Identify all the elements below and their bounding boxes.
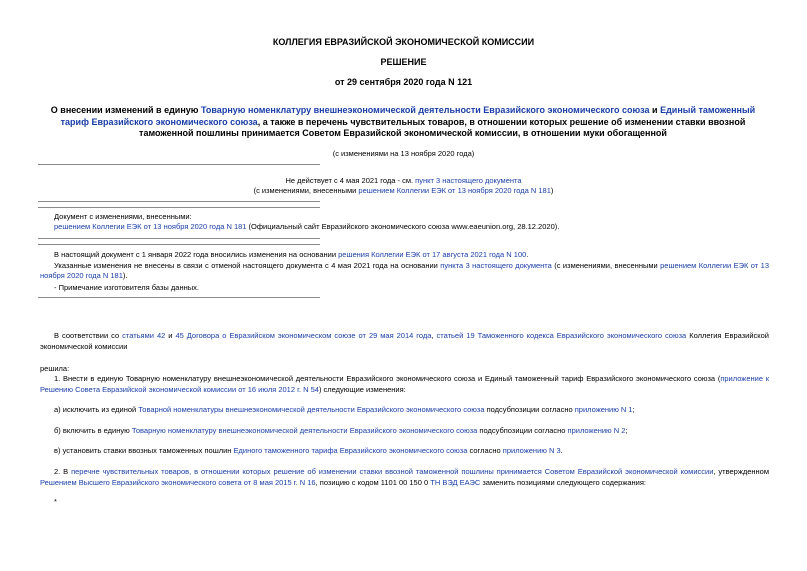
link-tn-ved[interactable]: Товарную номенклатуру внешнеэкономической деятельности Евразийского экономического союза: [200, 105, 650, 115]
edition-note: (с изменениями на 13 ноября 2020 года): [332, 149, 475, 158]
link-customs-tariff[interactable]: Единого таможенного тарифа Евразийского экономического союза: [233, 446, 468, 455]
item-a: а) исключить из единой Товарной номенклатуры внешнеэкономической деятельности Евразийского экономического союза подсубпозиции согласно приложению N 1;: [54, 405, 635, 414]
link-treaty-45[interactable]: 45 Договора о Евразийском экономическом союзе от 29 мая 2014 года: [175, 331, 432, 340]
item-2: 2. В перечне чувствительных товаров, в отношении которых решение об изменении ставки ввозной таможенной пошлины принимается Советом Евразийской экономической комиссии, утвержденном Решением Высшего Евразийского экономического совета от 8 мая 2015 г. N 16, позицию с кодом 1101 00 150 0 ТН ВЭД ЕАЭС заменить позициями следующего содержания:: [40, 467, 769, 487]
link-articles-42[interactable]: статьями 42: [122, 331, 166, 340]
divider: [38, 207, 320, 208]
link-decision-181[interactable]: решением Коллегии ЕЭК от 13 ноября 2020 года N 181: [54, 222, 247, 231]
status-amend-line: (с изменениями, внесенными решением Коллегии ЕЭК от 13 ноября 2020 года N 181): [253, 186, 554, 195]
link-customs-tariff[interactable]: Единый таможенный тариф Евразийского экономического союза: [60, 105, 756, 127]
link-appendix-2[interactable]: приложению N 2: [567, 426, 626, 435]
divider: [38, 238, 320, 239]
org-heading: КОЛЛЕГИЯ ЕВРАЗИЙСКОЙ ЭКОНОМИЧЕСКОЙ КОМИССИИ: [272, 37, 535, 47]
doc-date: от 29 сентября 2020 года N 121: [334, 77, 473, 87]
link-decision-181[interactable]: решением Коллегии ЕЭК от 13 ноября 2020 года N 181: [40, 261, 770, 280]
item-c: в) установить ставки ввозных таможенных пошлин Единого таможенного тарифа Евразийского экономического союза согласно приложению N 3.: [54, 446, 563, 455]
divider: [38, 201, 320, 202]
link-decision-100[interactable]: решения Коллегии ЕЭК от 17 августа 2021 года N 100: [338, 250, 527, 259]
status-line: Не действует с 4 мая 2021 года - см. пункт 3 настоящего документа: [285, 176, 522, 185]
link-appendix-3[interactable]: приложению N 3: [502, 446, 561, 455]
divider: [38, 244, 320, 245]
link-item-3[interactable]: пункт 3 настоящего документа: [415, 176, 522, 185]
note-3: - Примечание изготовителя базы данных.: [54, 283, 199, 292]
link-tn-ved[interactable]: Товарной номенклатуры внешнеэкономической деятельности Евразийского экономического союза: [138, 405, 485, 414]
document-title: О внесении изменений в единую Товарную номенклатуру внешнеэкономической деятельности Евразийского экономического союза и Единый таможенный тариф Евразийского экономического союза, а также в перечень чувствительных товаров, в отношении которых решение об изменении ставки ввозной таможенной пошлины принимается Советом Евразийской экономической комиссии, в отношении муки обогащенной: [50, 105, 756, 138]
link-supreme-council-16[interactable]: Решением Высшего Евразийского экономического совета от 8 мая 2015 г. N 16: [40, 477, 316, 487]
doc-type-heading: РЕШЕНИЕ: [380, 57, 427, 67]
preamble: В соответствии со статьями 42 и 45 Договора о Евразийском экономическом союзе от 29 мая 2014 года, статьей 19 Таможенного кодекса Евразийского экономического союза Коллегия Евразийской экономической комиссии: [40, 331, 769, 351]
link-decision-181[interactable]: решением Коллегии ЕЭК от 13 ноября 2020 года N 181: [358, 186, 551, 195]
link-sensitive-goods-list[interactable]: перечне чувствительных товаров, в отношении которых решение об изменении ставки ввозной таможенной пошлины принимается Советом Евразийской экономической комиссии: [71, 467, 714, 476]
changes-line: решением Коллегии ЕЭК от 13 ноября 2020 года N 181 (Официальный сайт Евразийского экономического союза www.eaeunion.org, 28.12.2020).: [54, 222, 560, 231]
link-appendix-1[interactable]: приложению N 1: [574, 405, 633, 414]
note-2: Указанные изменения не внесены в связи с отменой настоящего документа с 4 мая 2021 года на основании пункта 3 настоящего документа (с изменениями, внесенными решением Коллегии ЕЭК от 13 ноября 2020 года N 181).: [40, 261, 770, 280]
changes-label: Документ с изменениями, внесенными:: [54, 212, 192, 221]
link-tn-ved-eaeu[interactable]: ТН ВЭД ЕАЭС: [430, 477, 481, 487]
link-council-decision-54[interactable]: приложение к Решению Совета Евразийской экономической комиссии от 16 июля 2012 г. N 54: [40, 374, 769, 394]
link-item-3[interactable]: пункта 3 настоящего документа: [440, 261, 552, 270]
divider: [38, 164, 320, 165]
link-customs-code-19[interactable]: статьей 19 Таможенного кодекса Евразийского экономического союза: [436, 331, 687, 340]
item-b: б) включить в единую Товарную номенклатуру внешнеэкономической деятельности Евразийского экономического союза подсубпозиции согласно приложению N 2;: [54, 426, 628, 435]
decided-label: решила:: [40, 364, 70, 373]
asterisk-mark: *: [54, 497, 57, 506]
link-tn-ved[interactable]: Товарную номенклатуру внешнеэкономической деятельности Евразийского экономического союза: [131, 426, 478, 435]
item-1: 1. Внести в единую Товарную номенклатуру внешнеэкономической деятельности Евразийского экономического союза и Единый таможенный тариф Евразийского экономического союза (приложение к Решению Совета Евразийской экономической комиссии от 16 июля 2012 г. N 54) следующие изменения:: [40, 374, 769, 394]
note-1: В настоящий документ с 1 января 2022 года вносились изменения на основании решения Коллегии ЕЭК от 17 августа 2021 года N 100.: [54, 250, 529, 259]
divider: [38, 297, 320, 298]
